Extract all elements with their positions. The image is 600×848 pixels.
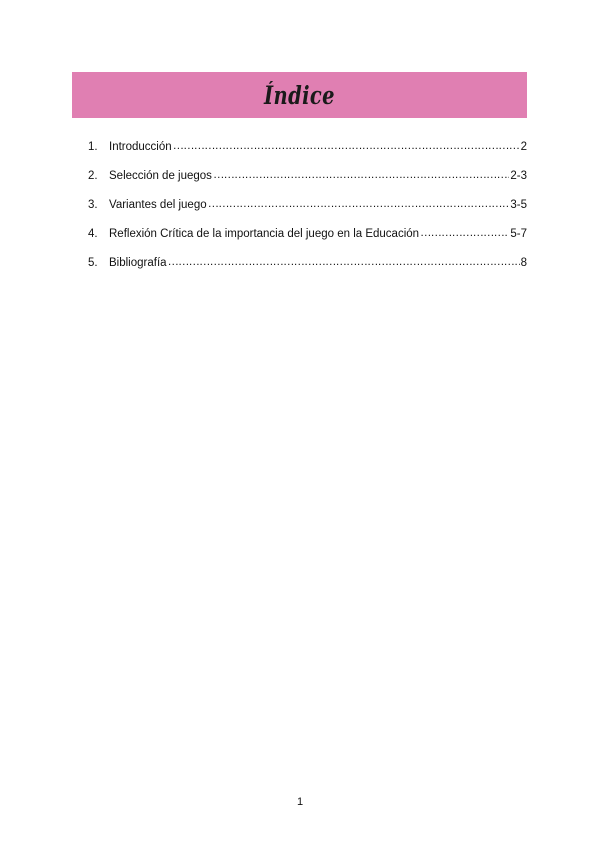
toc-entry-reflexion[interactable] [88,228,527,257]
table-of-contents [88,141,527,286]
title-banner [72,72,527,118]
toc-entry-number: 5. [88,257,98,269]
toc-entry-title: Selección de juegos [109,170,212,182]
toc-entry-title: Introducción [109,141,172,153]
toc-entry-page: 2-3 [510,170,527,182]
toc-entry-title: Bibliografía [109,257,167,269]
toc-entry-number: 4. [88,228,98,240]
toc-entry-title: Reflexión Crítica de la importancia del juego en la Educación [109,228,420,240]
toc-entry-page: 3-5 [510,199,527,211]
toc-dot-leader [168,256,520,268]
toc-entry-number: 3. [88,199,98,211]
toc-dot-leader [173,140,520,152]
toc-entry-number: 2. [88,170,98,182]
toc-dot-leader [213,169,509,181]
toc-dot-leader [420,227,509,239]
toc-entry-variantes[interactable] [88,199,527,228]
toc-entry-number: 1. [88,141,98,153]
toc-entry-introduccion[interactable] [88,141,527,170]
toc-dot-leader [208,198,510,210]
toc-entry-page: 2 [520,141,527,153]
page-title: Índice [264,80,335,110]
toc-entry-seleccion[interactable] [88,170,527,199]
toc-entry-bibliografia[interactable] [88,257,527,286]
toc-entry-page: 8 [520,257,527,269]
toc-entry-title: Variantes del juego [109,199,207,211]
page-number: 1 [296,796,304,808]
toc-entry-page: 5-7 [510,228,527,240]
